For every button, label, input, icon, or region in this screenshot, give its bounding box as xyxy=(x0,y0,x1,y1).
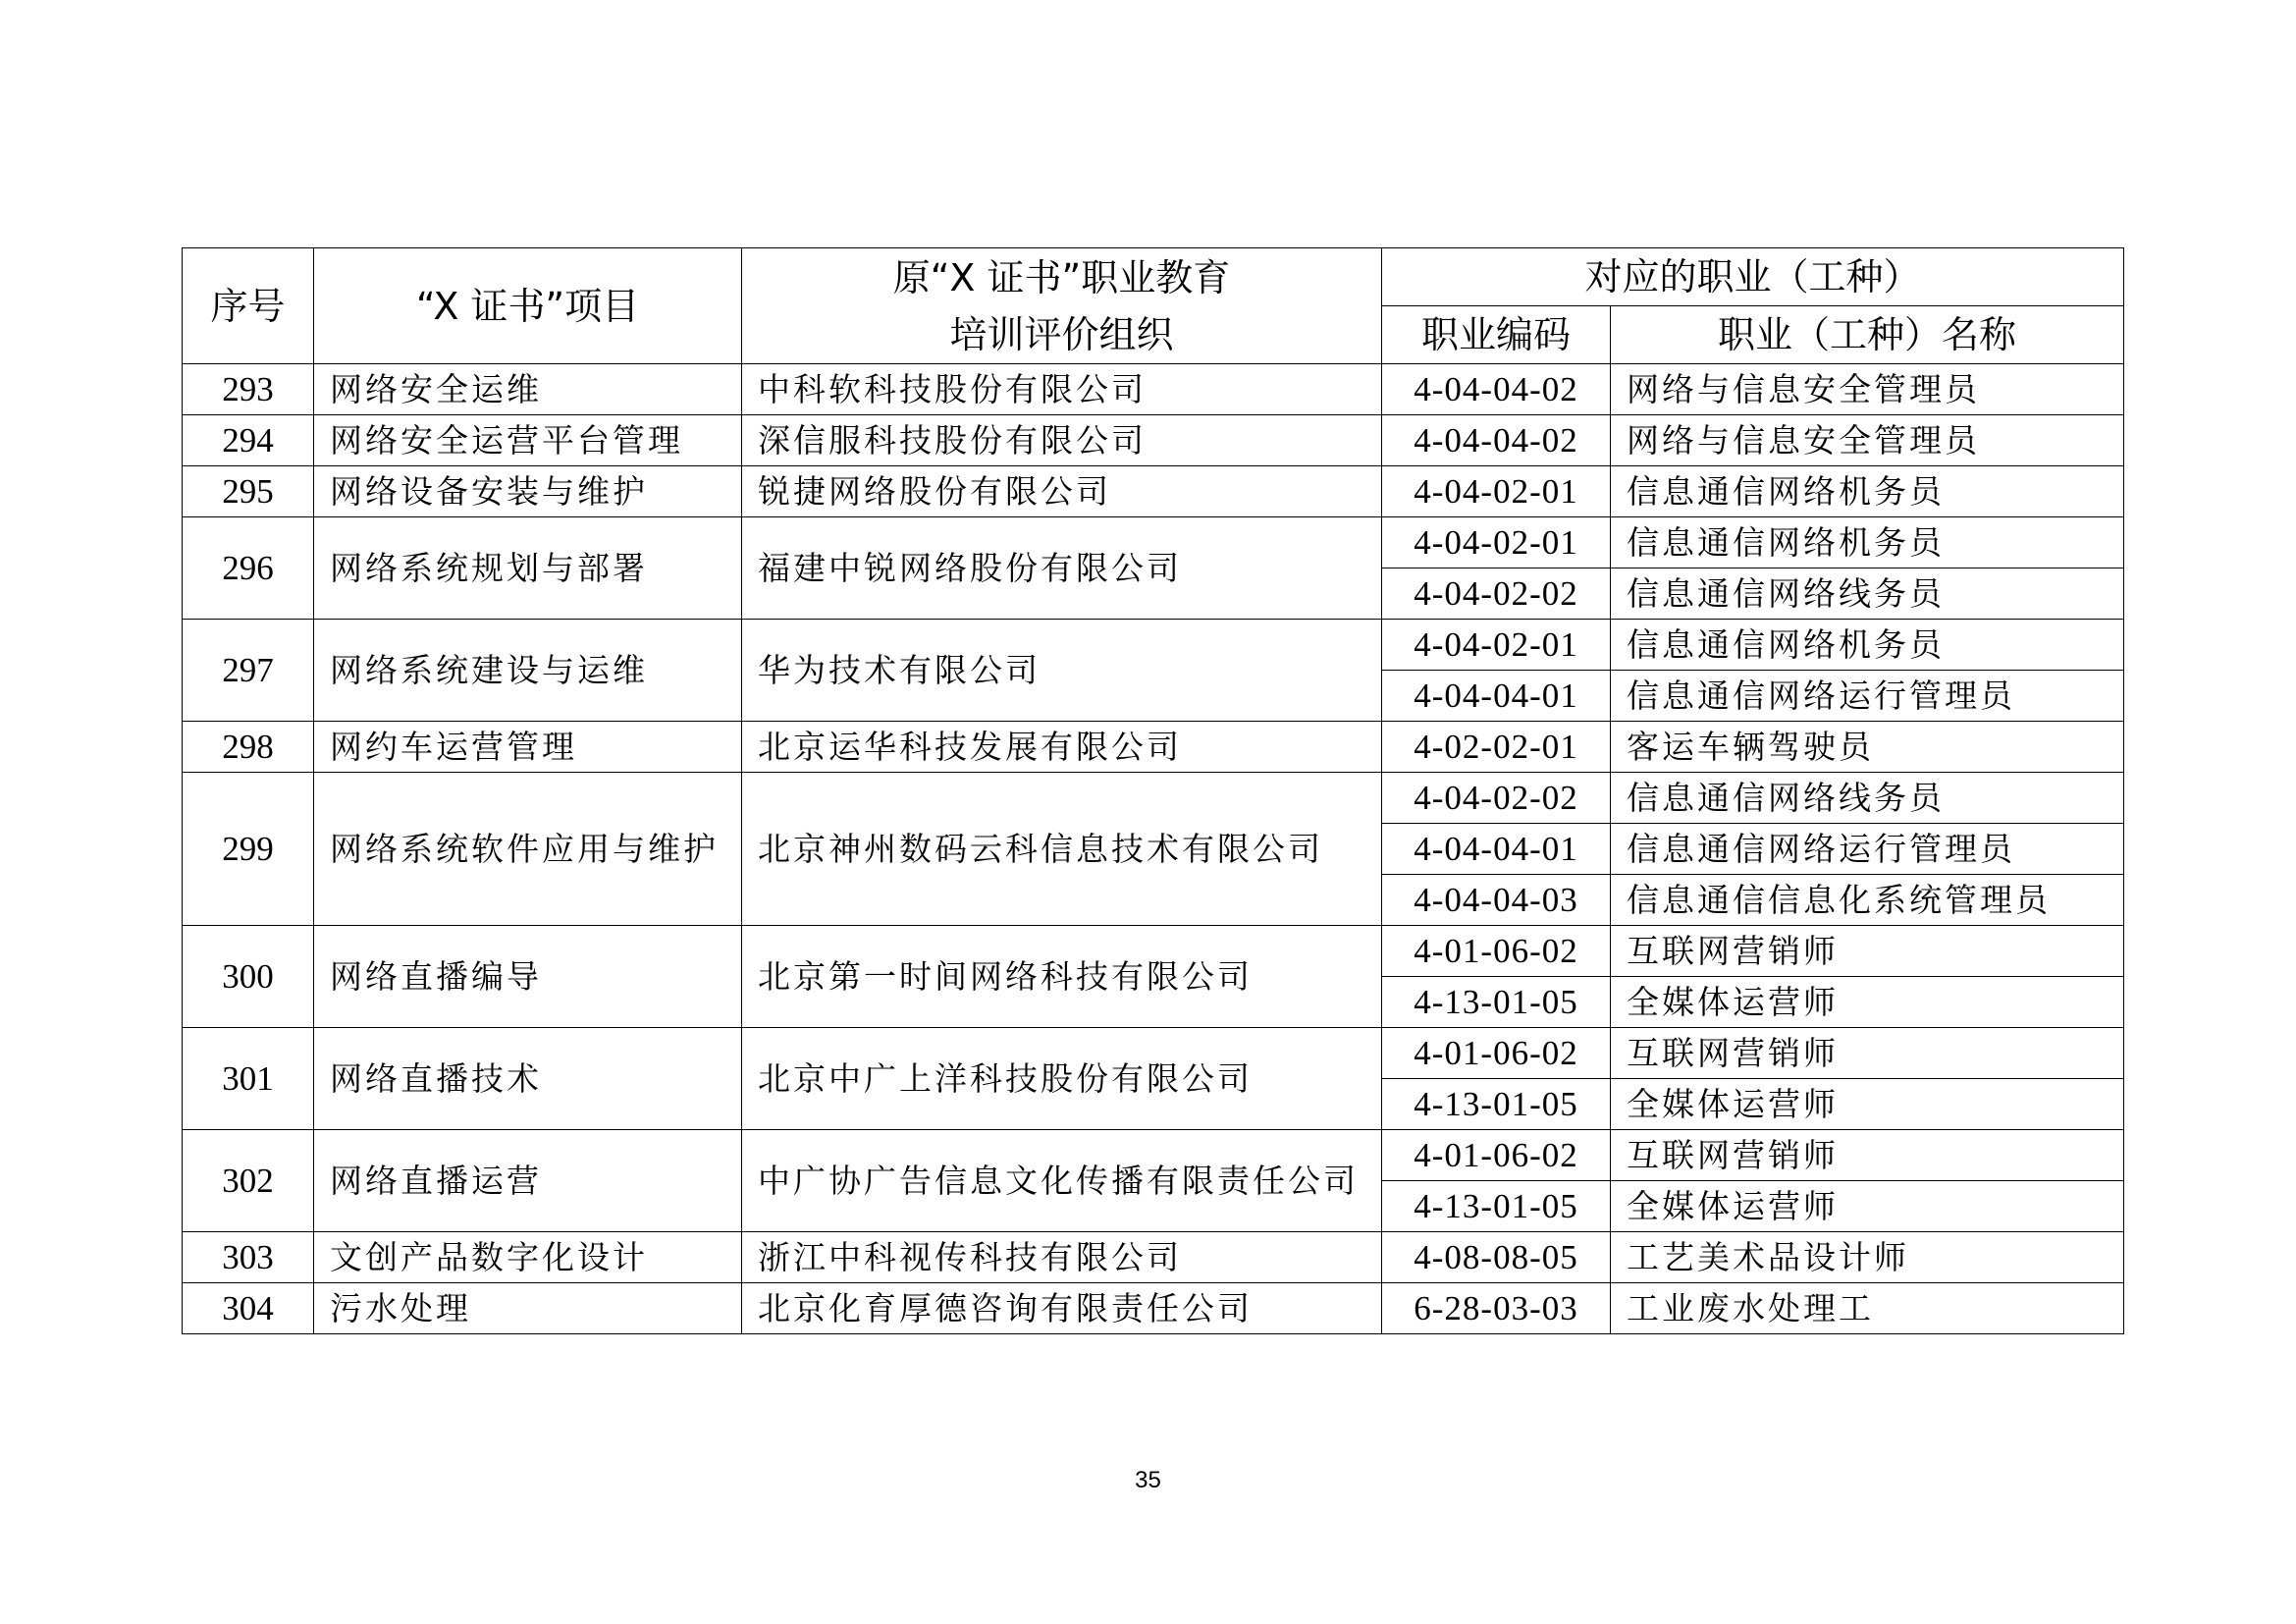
row-job-code: 4-04-02-02 xyxy=(1382,568,1611,620)
header-occupation: 对应的职业（工种） xyxy=(1382,248,2124,306)
row-org: 北京神州数码云科信息技术有限公司 xyxy=(742,773,1382,926)
header-org xyxy=(742,248,1382,364)
row-job-code: 4-04-04-02 xyxy=(1382,364,1611,415)
row-job-code: 4-04-02-02 xyxy=(1382,773,1611,824)
row-seq: 297 xyxy=(183,620,314,722)
row-job-code: 4-13-01-05 xyxy=(1382,1181,1611,1232)
row-job-name: 客运车辆驾驶员 xyxy=(1611,722,2124,773)
table-row xyxy=(183,517,2124,568)
header-org-line1: 原“X 证书”职业教育 xyxy=(892,255,1231,299)
row-seq: 303 xyxy=(183,1232,314,1283)
row-job-code: 4-01-06-02 xyxy=(1382,1028,1611,1079)
row-job-name: 信息通信信息化系统管理员 xyxy=(1611,875,2124,926)
row-job-code: 4-01-06-02 xyxy=(1382,926,1611,977)
row-job-code: 4-04-02-01 xyxy=(1382,620,1611,671)
table-row xyxy=(183,364,2124,415)
row-org: 华为技术有限公司 xyxy=(742,620,1382,722)
row-seq: 293 xyxy=(183,364,314,415)
row-job-name: 信息通信网络线务员 xyxy=(1611,773,2124,824)
row-project: 网络系统规划与部署 xyxy=(314,517,742,620)
row-job-code: 4-04-04-01 xyxy=(1382,824,1611,875)
table-row xyxy=(183,722,2124,773)
row-job-code: 4-02-02-01 xyxy=(1382,722,1611,773)
row-job-code: 4-04-04-02 xyxy=(1382,415,1611,466)
row-job-name: 全媒体运营师 xyxy=(1611,977,2124,1028)
row-job-name: 信息通信网络机务员 xyxy=(1611,466,2124,517)
row-job-name: 全媒体运营师 xyxy=(1611,1181,2124,1232)
row-project: 文创产品数字化设计 xyxy=(314,1232,742,1283)
row-job-code: 4-04-02-01 xyxy=(1382,517,1611,568)
table-row xyxy=(183,620,2124,671)
header-org-line2: 培训评价组织 xyxy=(949,312,1174,356)
row-job-name: 互联网营销师 xyxy=(1611,1028,2124,1079)
row-job-name: 信息通信网络运行管理员 xyxy=(1611,824,2124,875)
table-body xyxy=(183,364,2124,1334)
row-seq: 296 xyxy=(183,517,314,620)
row-seq: 302 xyxy=(183,1130,314,1232)
table-row xyxy=(183,1028,2124,1079)
header-code: 职业编码 xyxy=(1382,306,1611,364)
page-number: 35 xyxy=(1135,1467,1161,1493)
table-row xyxy=(183,926,2124,977)
row-seq: 304 xyxy=(183,1283,314,1334)
row-job-code: 4-01-06-02 xyxy=(1382,1130,1611,1181)
row-job-name: 网络与信息安全管理员 xyxy=(1611,364,2124,415)
row-job-name: 互联网营销师 xyxy=(1611,1130,2124,1181)
row-project: 网络直播运营 xyxy=(314,1130,742,1232)
row-org: 锐捷网络股份有限公司 xyxy=(742,466,1382,517)
table-row xyxy=(183,415,2124,466)
row-org: 中科软科技股份有限公司 xyxy=(742,364,1382,415)
table-row xyxy=(183,773,2124,824)
row-project: 网络系统软件应用与维护 xyxy=(314,773,742,926)
table-row xyxy=(183,1232,2124,1283)
row-project: 网络设备安装与维护 xyxy=(314,466,742,517)
row-job-name: 信息通信网络线务员 xyxy=(1611,568,2124,620)
row-seq: 298 xyxy=(183,722,314,773)
row-org: 北京化育厚德咨询有限责任公司 xyxy=(742,1283,1382,1334)
row-project: 网络直播编导 xyxy=(314,926,742,1028)
header-project: “X 证书”项目 xyxy=(314,248,742,364)
occupation-table xyxy=(182,247,2124,1334)
header-name: 职业（工种）名称 xyxy=(1611,306,2124,364)
row-job-name: 工艺美术品设计师 xyxy=(1611,1232,2124,1283)
row-job-code: 4-04-04-01 xyxy=(1382,671,1611,722)
row-project: 网络安全运维 xyxy=(314,364,742,415)
row-project: 网络安全运营平台管理 xyxy=(314,415,742,466)
table-row xyxy=(183,1283,2124,1334)
row-job-name: 网络与信息安全管理员 xyxy=(1611,415,2124,466)
row-job-code: 4-04-04-03 xyxy=(1382,875,1611,926)
row-job-code: 6-28-03-03 xyxy=(1382,1283,1611,1334)
table-row xyxy=(183,466,2124,517)
row-org: 福建中锐网络股份有限公司 xyxy=(742,517,1382,620)
row-org: 北京第一时间网络科技有限公司 xyxy=(742,926,1382,1028)
row-project: 网约车运营管理 xyxy=(314,722,742,773)
row-job-name: 全媒体运营师 xyxy=(1611,1079,2124,1130)
row-seq: 294 xyxy=(183,415,314,466)
row-org: 北京运华科技发展有限公司 xyxy=(742,722,1382,773)
row-project: 网络系统建设与运维 xyxy=(314,620,742,722)
row-job-code: 4-13-01-05 xyxy=(1382,1079,1611,1130)
row-seq: 299 xyxy=(183,773,314,926)
row-seq: 300 xyxy=(183,926,314,1028)
row-org: 北京中广上洋科技股份有限公司 xyxy=(742,1028,1382,1130)
table-header xyxy=(183,248,2124,364)
row-job-code: 4-08-08-05 xyxy=(1382,1232,1611,1283)
table-row xyxy=(183,1130,2124,1181)
row-seq: 295 xyxy=(183,466,314,517)
row-org: 深信服科技股份有限公司 xyxy=(742,415,1382,466)
row-project: 污水处理 xyxy=(314,1283,742,1334)
row-job-name: 信息通信网络运行管理员 xyxy=(1611,671,2124,722)
row-job-name: 信息通信网络机务员 xyxy=(1611,620,2124,671)
row-job-name: 互联网营销师 xyxy=(1611,926,2124,977)
row-job-code: 4-13-01-05 xyxy=(1382,977,1611,1028)
row-job-code: 4-04-02-01 xyxy=(1382,466,1611,517)
row-seq: 301 xyxy=(183,1028,314,1130)
row-job-name: 工业废水处理工 xyxy=(1611,1283,2124,1334)
row-org: 中广协广告信息文化传播有限责任公司 xyxy=(742,1130,1382,1232)
row-org: 浙江中科视传科技有限公司 xyxy=(742,1232,1382,1283)
header-seq: 序号 xyxy=(183,248,314,364)
row-project: 网络直播技术 xyxy=(314,1028,742,1130)
row-job-name: 信息通信网络机务员 xyxy=(1611,517,2124,568)
